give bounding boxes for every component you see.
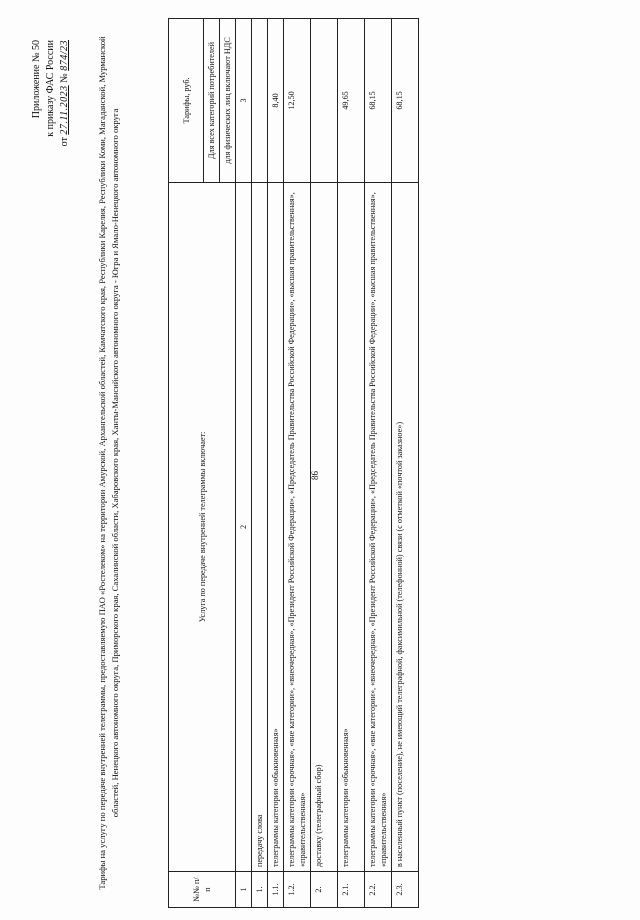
tariff-table [168,18,419,908]
row-num: 2.3. [392,872,419,908]
row-service: доставку (телеграфный сбор) [311,182,338,871]
table-header-row [169,19,204,908]
row-num: 2. [311,872,338,908]
row-num: 2.1. [338,872,365,908]
row-service: телеграммы категории «срочная», «вне категории», «внеочередная», «Президент Российской Федерации», «Председатель Правительства Российской Федерации», «высшая правительственная», «правительственная» [365,182,392,871]
header-vat-note: для физических лиц включают НДС [220,19,236,183]
column-number: 3 [236,19,252,183]
table-row [252,19,268,908]
appendix-number: 874/23 [59,40,70,71]
row-service: телеграммы категории «обыкновенная» [268,182,284,871]
row-value: 68,15 [392,19,419,183]
row-value [252,19,268,183]
appendix-line1: Приложение № 50 [31,40,42,119]
appendix-header [30,40,72,220]
table-row [392,19,419,908]
appendix-from: от [59,137,70,147]
header-all-categories: Для всех категорий потребителей [204,19,220,183]
header-service: Услуга по передаче внутренней телеграммы включает: [169,182,236,871]
row-service: телеграммы категории «срочная», «вне категории», «внеочередная», «Президент Российской Федерации», «Председатель Правительства Российской Федерации», «высшая правительственная», «правительственная» [284,182,311,871]
row-num: 1.2. [284,872,311,908]
column-number-row [236,19,252,908]
row-num: 2.2. [365,872,392,908]
appendix-date-line [58,40,72,220]
row-num: 1.1. [268,872,284,908]
table-row [268,19,284,908]
row-value: 49,65 [338,19,365,183]
appendix-date: 27.11.2023 [59,85,70,135]
header-num: №№ п/п [169,872,236,908]
row-service: телеграммы категории «обыкновенная» [338,182,365,871]
row-service: передачу слова [252,182,268,871]
row-value [311,19,338,183]
page-number: 86 [310,471,320,480]
appendix-number-sign: № [59,73,70,83]
column-number: 2 [236,182,252,871]
row-value: 12,50 [284,19,311,183]
column-number: 1 [236,872,252,908]
row-num: 1. [252,872,268,908]
row-value: 68,15 [365,19,392,183]
appendix-line2: к приказу ФАС России [45,40,56,137]
row-service: в населенный пункт (поселение), не имеющий телеграфной, факсимильной (телефонной) связи (с отметкой «почтой заказное») [392,182,419,871]
table-row [284,19,311,908]
document-title: Тарифы на услугу по передаче внутренней телеграммы, предоставляемую ПАО «Ростелеком» на территории Амурской, Архангельской областей, Камчатского края, Республики Карелия, Республики Коми, Магаданской, Мурманской областей, Ненецкого автономного округа, Приморского края, Сахалинской области, Хабаровского края, Ханты-Мансийского автономного округа - Югра и Ямало-Ненецкого автономного округа [97,36,120,890]
table-row [338,19,365,908]
header-tariffs: Тарифы, руб. [169,19,204,183]
table-row [311,19,338,908]
row-value: 8,40 [268,19,284,183]
table-row [365,19,392,908]
